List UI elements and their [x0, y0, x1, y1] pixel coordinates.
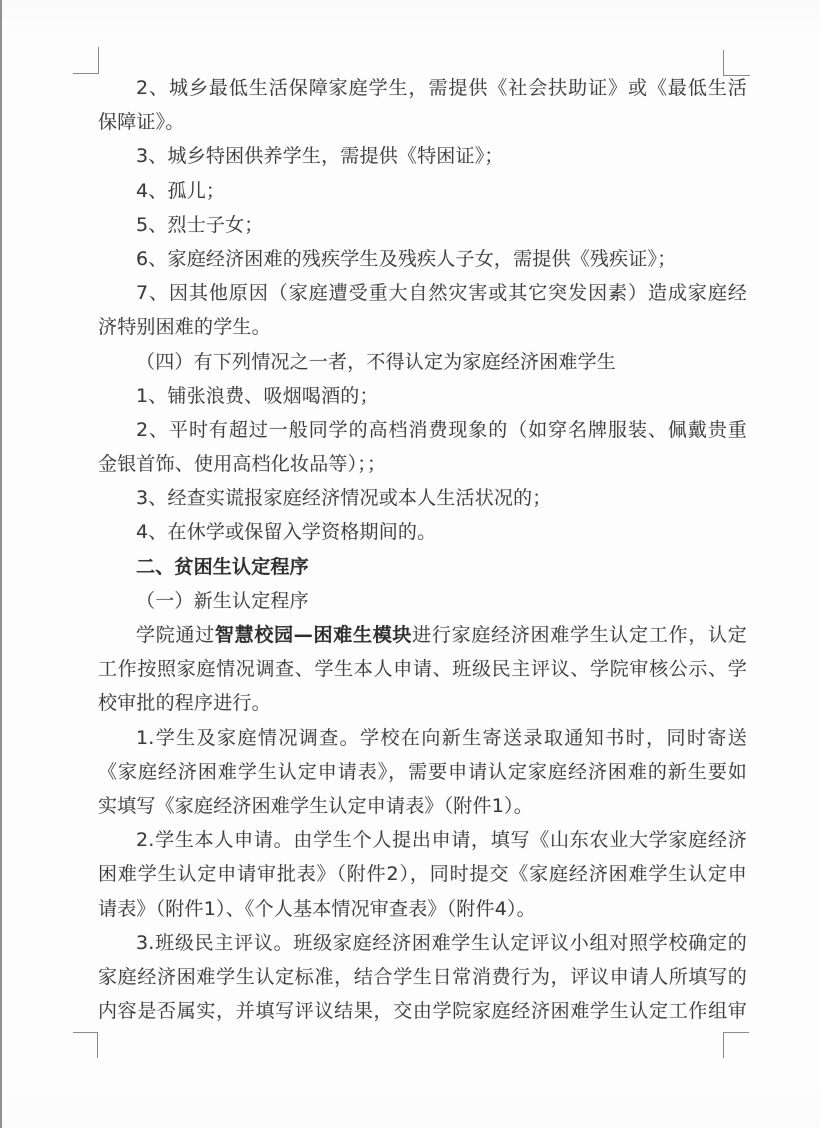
text-segment: 校审批的程序进行。 — [98, 692, 271, 715]
text-line — [98, 208, 747, 242]
text-line — [98, 618, 747, 652]
text-segment: （四）有下列情况之一者，不得认定为家庭经济困难学生 — [136, 350, 617, 373]
text-segment: 保障证》。 — [98, 111, 185, 134]
text-segment: 1.学生及家庭情况调查。学校在向新生寄送录取通知书时，同时寄送 — [136, 726, 747, 749]
text-line — [98, 515, 747, 549]
text-line — [98, 926, 747, 960]
text-line — [98, 174, 747, 208]
text-line — [98, 71, 747, 105]
text-line — [98, 447, 747, 481]
text-segment: 请表》（附件1）、《个人基本情况审查表》（附件4）。 — [98, 897, 536, 920]
text-line — [98, 686, 747, 720]
text-segment: 4、孤儿； — [136, 179, 226, 202]
text-line — [98, 755, 747, 789]
text-line — [98, 789, 747, 823]
text-line — [98, 379, 747, 413]
text-line — [98, 413, 747, 447]
text-line — [98, 994, 747, 1028]
text-line — [98, 242, 747, 276]
text-line — [98, 652, 747, 686]
bold-text-segment: 二、贫困生认定程序 — [136, 555, 309, 578]
text-segment: （一）新生认定程序 — [136, 589, 309, 612]
crop-mark-bottom-right — [723, 1032, 749, 1058]
crop-mark-top-left — [73, 47, 99, 74]
text-line — [98, 105, 747, 139]
text-segment: 《家庭经济困难学生认定申请表》，需要申请认定家庭经济困难的新生要如 — [98, 760, 747, 783]
text-line — [98, 276, 747, 310]
text-segment: 4、在休学或保留入学资格期间的。 — [136, 521, 437, 544]
text-line — [98, 481, 747, 515]
text-segment: 内容是否属实，并填写评议结果，交由学院家庭经济困难学生认定工作组审 — [98, 1000, 747, 1023]
text-segment: 5、烈士子女； — [136, 213, 264, 236]
text-segment: 6、家庭经济困难的残疾学生及残疾人子女，需提供《残疾证》； — [136, 247, 677, 270]
text-line — [98, 310, 747, 344]
text-segment: 进行家庭经济困难学生认定工作，认定 — [412, 624, 747, 646]
text-segment: 2、城乡最低生活保障家庭学生，需提供《社会扶助证》或《最低生活 — [136, 77, 747, 99]
text-segment: 工作按照家庭情况调查、学生本人申请、班级民主评议、学院审核公示、学 — [98, 658, 747, 681]
text-segment: 1、铺张浪费、吸烟喝酒的； — [136, 384, 379, 407]
text-line — [98, 584, 747, 618]
text-line — [98, 892, 747, 926]
text-segment: 学院通过 — [136, 624, 215, 646]
document-text-block — [98, 71, 747, 1028]
text-line — [98, 139, 747, 173]
text-segment: 7、因其他原因（家庭遭受重大自然灾害或其它突发因素）造成家庭经 — [136, 282, 747, 305]
bold-text-segment: 智慧校园—困难生模块 — [214, 624, 413, 646]
text-line — [98, 721, 747, 755]
photo-left-edge-line — [0, 0, 2, 1128]
text-segment: 困难学生认定申请审批表》（附件2），同时提交《家庭经济困难学生认定申 — [98, 863, 747, 886]
text-segment: 2、平时有超过一般同学的高档消费现象的（如穿名牌服装、佩戴贵重 — [136, 418, 747, 441]
text-segment: 家庭经济困难学生认定标准，结合学生日常消费行为，评议申请人所填写的 — [98, 965, 747, 988]
crop-mark-bottom-left — [73, 1032, 98, 1058]
text-line — [98, 550, 747, 584]
text-segment: 3.班级民主评议。班级家庭经济困难学生认定评议小组对照学校确定的 — [136, 931, 747, 954]
text-segment: 3、经查实谎报家庭经济情况或本人生活状况的； — [136, 487, 552, 510]
text-segment: 3、城乡特困供养学生，需提供《特困证》； — [136, 145, 504, 168]
text-line — [98, 960, 747, 994]
text-line — [98, 823, 747, 857]
text-segment: 金银首饰、使用高档化妆品等）；； — [98, 453, 387, 476]
text-line — [98, 345, 747, 379]
text-segment: 实填写《家庭经济困难学生认定申请表》（附件1）。 — [98, 794, 533, 817]
text-segment: 2.学生本人申请。由学生个人提出申请，填写《山东农业大学家庭经济 — [136, 829, 747, 852]
text-segment: 济特别困难的学生。 — [98, 316, 271, 339]
text-line — [98, 857, 747, 891]
